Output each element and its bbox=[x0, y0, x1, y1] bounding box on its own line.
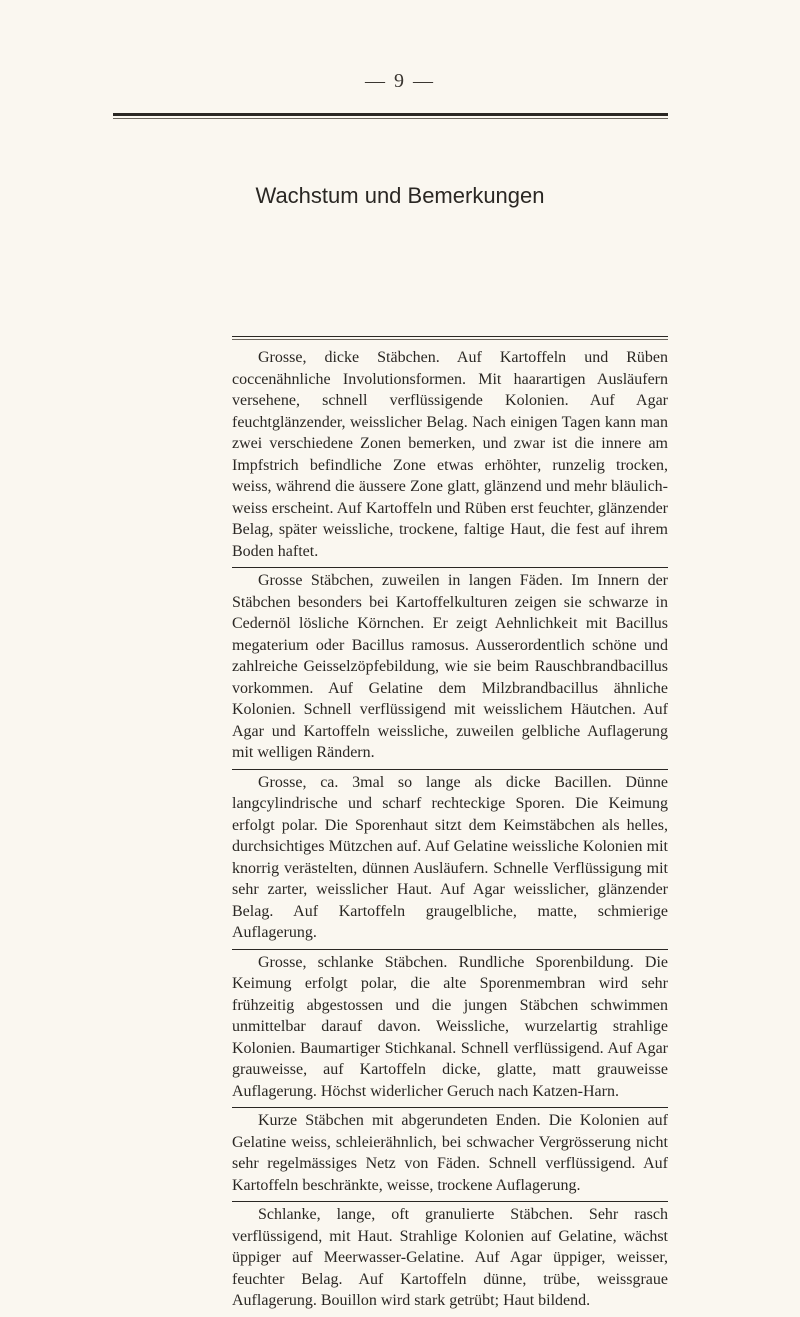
entry-6: Schlanke, lange, oft granulierte Stäbchen. Sehr rasch verflüssigend, mit Haut. Strahlige Kolonien auf Gelatine, wächst üppiger auf Meerwasser-Gelatine. Auf Agar üppiger, weisser, feuchter Belag. Auf Kartoffeln dünne, trübe, weissgraue Auflagerung. Bouillon wird stark getrübt; Haut bildend. bbox=[232, 1206, 668, 1309]
entry-5: Kurze Stäbchen mit abgerundeten Enden. Die Kolonien auf Gelatine weiss, schleierähnlich, bei schwacher Vergrösserung nicht sehr regelmässiges Netz von Fäden. Schnell verflüssigend. Auf Kartoffeln beschränkte, weisse, trockene Auflagerung. bbox=[232, 1108, 668, 1202]
entries-column bbox=[232, 345, 668, 1317]
heading-double-rule bbox=[232, 336, 668, 337]
entry-1: Grosse, dicke Stäbchen. Auf Kartoffeln und Rüben coccenähnliche Involutionsformen. Mit haarartigen Ausläufern versehene, schnell verflüssigende Kolonien. Auf Agar feuchtglänzender, weisslicher Belag. Nach einigen Tagen kann man zwei verschiedene Zonen bemerken, und zwar ist die innere am Impfstrich befindliche Zone etwas erhöhter, runzelig trocken, weiss, während die äussere Zone glatt, glänzend und mehr bläulich-weiss erscheint. Auf Kartoffeln und Rüben erst feuchter, glänzender Belag, später weissliche, trockene, faltige Haut, die fest auf ihrem Boden haftet. bbox=[232, 345, 668, 568]
page-number: — 9 — bbox=[365, 70, 435, 92]
entry-3: Grosse, ca. 3mal so lange als dicke Bacillen. Dünne langcylindrische und scharf rechteckige Sporen. Die Keimung erfolgt polar. Die Sporenhaut sitzt dem Keimstäbchen als helles, durchsichtiges Mützchen auf. Auf Gelatine weissliche Kolonien mit knorrig verästelten, dünnen Ausläufern. Schnelle Verflüssigung mit sehr zarter, weisslicher Haut. Auf Agar weisslicher, glänzender Belag. Auf Kartoffeln graugelbliche, matte, schmierige Auflagerung. bbox=[232, 770, 668, 950]
top-double-rule bbox=[113, 113, 668, 116]
column-heading: Wachstum und Bemerkungen bbox=[255, 183, 545, 208]
entry-4: Grosse, schlanke Stäbchen. Rundliche Sporenbildung. Die Keimung erfolgt polar, die alte Sporenmembran wird sehr frühzeitig abgestossen und die jungen Stäbchen schwimmen unmittelbar darauf davon. Weissliche, wurzelartig strahlige Kolonien. Baumartiger Stichkanal. Schnell verflüssigend. Auf Agar grauweisse, auf Kartoffeln dicke, glatte, matt grauweisse Auflagerung. Höchst widerlicher Geruch nach Katzen-Harn. bbox=[232, 950, 668, 1109]
entry-2: Grosse Stäbchen, zuweilen in langen Fäden. Im Innern der Stäbchen besonders bei Kartoffelkulturen zeigen sie schwarze in Cedernöl lösliche Körnchen. Er zeigt Aehnlichkeit mit Bacillus megaterium oder Bacillus ramosus. Ausserordentlich schöne und zahlreiche Geisselzöpfebildung, wie sie beim Rauschbrandbacillus vorkommen. Auf Gelatine dem Milzbrandbacillus ähnliche Kolonien. Schnell verflüssigend mit weisslichem Häutchen. Auf Agar und Kartoffeln weissliche, zuweilen gelbliche Auflagerung mit welligen Rändern. bbox=[232, 568, 668, 770]
